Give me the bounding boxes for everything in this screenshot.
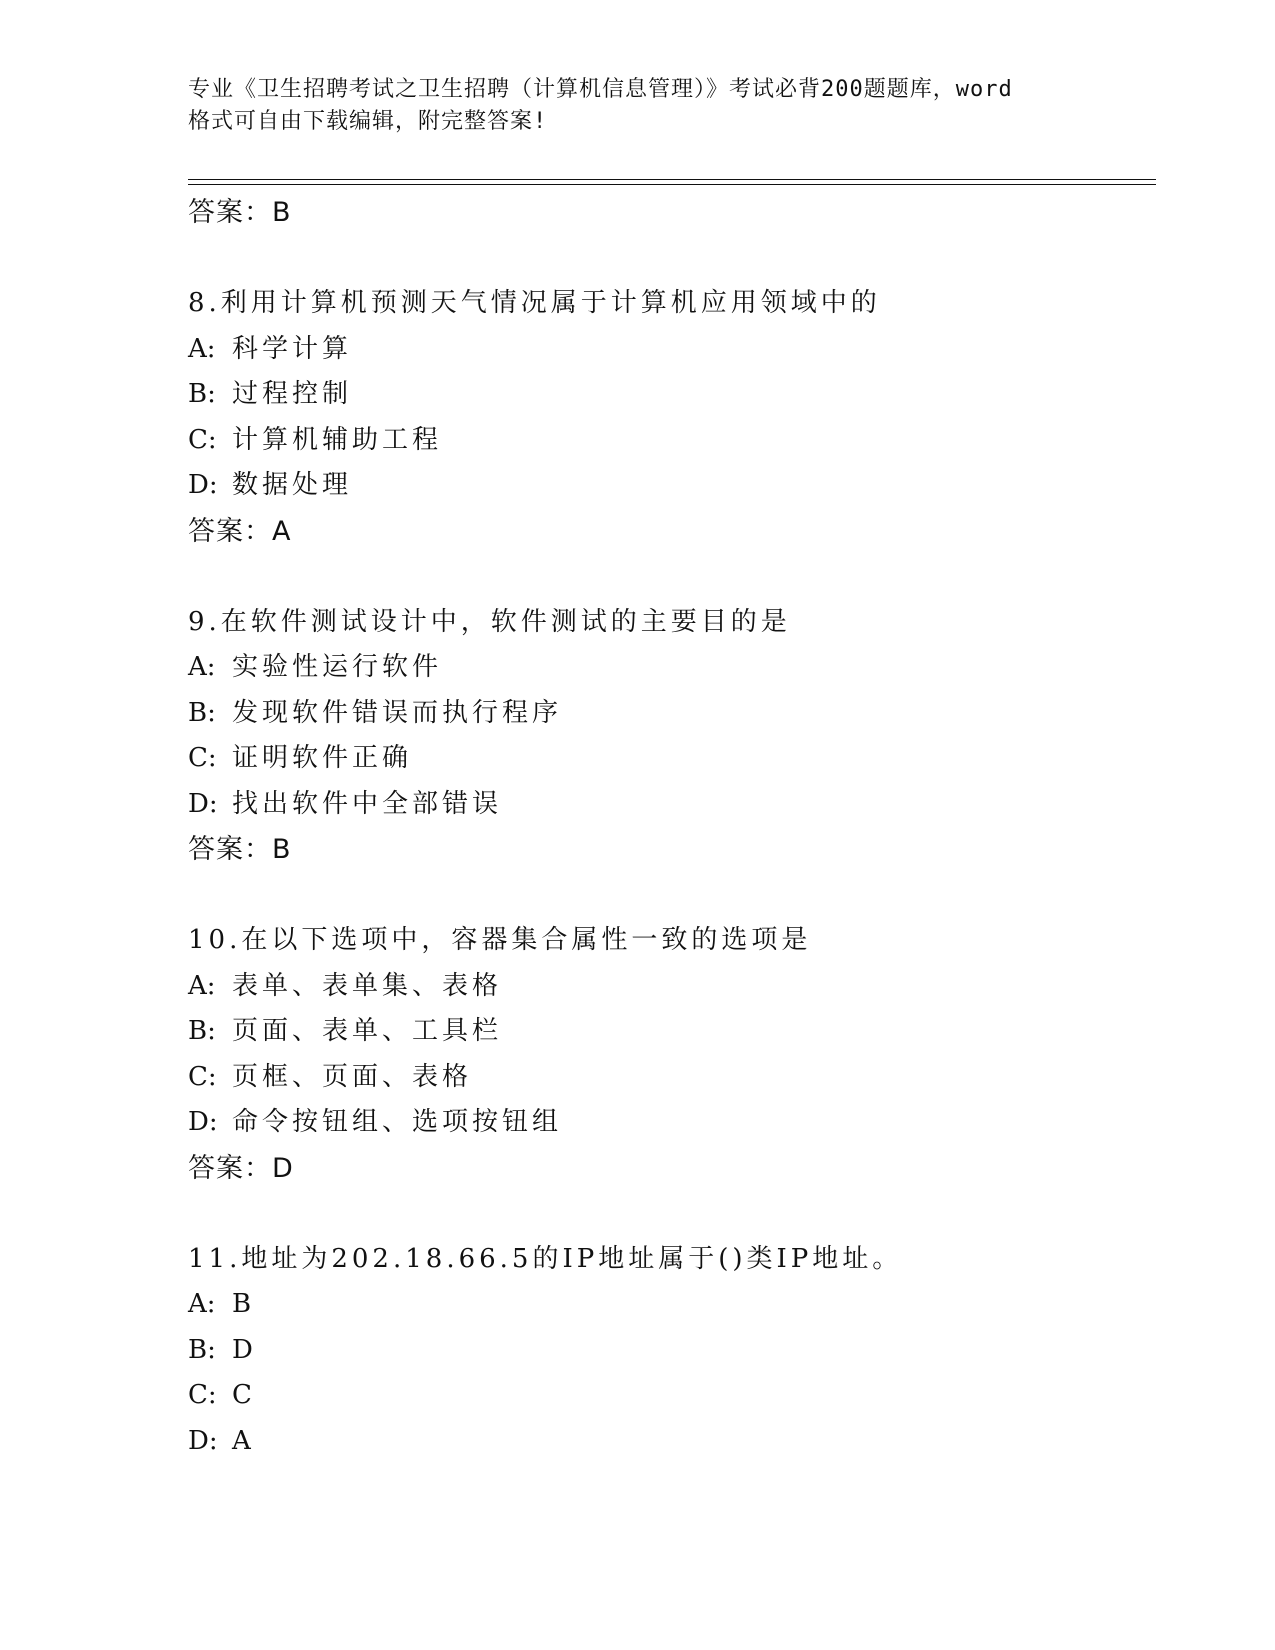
- question-stem: 11.地址为202.18.66.5的IP地址属于()类IP地址。: [188, 1243, 903, 1274]
- option-c: [188, 736, 1148, 782]
- option-c: [188, 418, 1148, 464]
- option-letter: B:: [188, 1016, 216, 1046]
- option-letter: B:: [188, 1334, 216, 1365]
- option-text: 过程控制: [232, 379, 353, 409]
- option-b: [188, 1328, 1148, 1374]
- option-c: [188, 1373, 1148, 1419]
- option-letter: D:: [188, 1107, 218, 1137]
- option-text: 命令按钮组、选项按钮组: [232, 1107, 563, 1137]
- option-b: [188, 372, 1148, 418]
- header-line-2: 格式可自由下载编辑，附完整答案!: [188, 109, 548, 134]
- option-letter: C:: [188, 1061, 217, 1092]
- option-letter: D:: [188, 1425, 218, 1456]
- question-stem: 10.在以下选项中，容器集合属性一致的选项是: [188, 925, 812, 955]
- option-letter: A:: [188, 970, 216, 1001]
- option-a: [188, 1282, 1148, 1328]
- option-b: [188, 1009, 1148, 1055]
- option-letter: A:: [188, 1289, 216, 1319]
- option-text: 页面、表单、工具栏: [232, 1016, 503, 1046]
- option-letter: C:: [188, 1380, 217, 1410]
- option-text: 实验性运行软件: [232, 652, 443, 682]
- header-line-1: 专业《卫生招聘考试之卫生招聘（计算机信息管理）》考试必背200题题库，word: [188, 77, 1013, 102]
- option-text: A: [232, 1425, 255, 1456]
- option-text: D: [232, 1334, 257, 1365]
- option-letter: B:: [188, 697, 216, 728]
- option-text: C: [232, 1380, 256, 1410]
- question-stem: 9.在软件测试设计中，软件测试的主要目的是: [188, 606, 791, 637]
- option-text: 计算机辅助工程: [232, 424, 443, 455]
- question-block: [188, 281, 1148, 555]
- question-block: [188, 600, 1148, 874]
- question-stem: 8.利用计算机预测天气情况属于计算机应用领域中的: [188, 288, 881, 318]
- option-text: 表单、表单集、表格: [232, 970, 503, 1001]
- option-text: 科学计算: [232, 333, 353, 364]
- option-text: 数据处理: [232, 470, 353, 500]
- option-letter: B:: [188, 379, 216, 409]
- option-text: 找出软件中全部错误: [232, 788, 503, 819]
- option-letter: A:: [188, 652, 216, 682]
- option-text: 页框、页面、表格: [232, 1061, 473, 1092]
- question-answer: 答案：D: [188, 1152, 294, 1184]
- option-letter: A:: [188, 333, 216, 364]
- header-divider-bottom: [188, 184, 1156, 185]
- document-header: [188, 74, 1108, 138]
- option-letter: C:: [188, 424, 217, 455]
- option-text: 发现软件错误而执行程序: [232, 697, 563, 728]
- question-answer: 答案：B: [188, 834, 292, 865]
- option-d: [188, 1100, 1148, 1146]
- option-d: [188, 782, 1148, 828]
- option-a: [188, 327, 1148, 373]
- option-letter: C:: [188, 743, 217, 773]
- option-letter: D:: [188, 470, 218, 500]
- question-answer: 答案：A: [188, 515, 292, 547]
- option-a: [188, 964, 1148, 1010]
- option-a: [188, 645, 1148, 691]
- question-block: [188, 918, 1148, 1192]
- option-d: [188, 463, 1148, 509]
- option-letter: D:: [188, 788, 218, 819]
- option-c: [188, 1055, 1148, 1101]
- question-block: [188, 1237, 1148, 1465]
- previous-answer: 答案：B: [188, 197, 292, 228]
- option-d: [188, 1419, 1148, 1465]
- question-list: [188, 190, 1148, 1464]
- option-b: [188, 691, 1148, 737]
- option-text: 证明软件正确: [232, 743, 413, 773]
- header-divider-top: [188, 179, 1156, 180]
- option-text: B: [232, 1289, 256, 1319]
